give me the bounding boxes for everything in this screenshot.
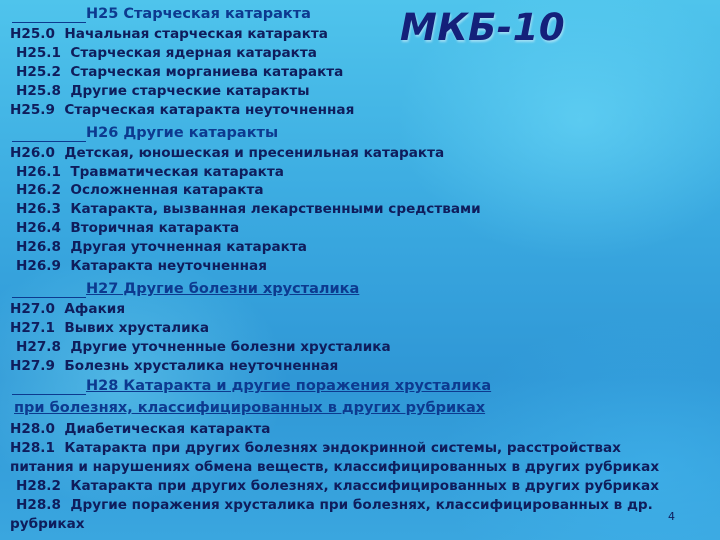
item-text: Другая уточненная катаракта: [70, 239, 307, 255]
item-text: Начальная старческая катаракта: [64, 26, 328, 42]
item-code: Н25.8: [16, 83, 61, 99]
list-item: [10, 147, 444, 161]
item-text: Детская, юношеская и пресенильная катаракта: [64, 145, 445, 161]
section-heading-h25: Н25 Старческая катаракта: [86, 6, 311, 22]
item-code: Н25.1: [16, 45, 61, 61]
item-code: Н26.0: [10, 145, 55, 161]
item-code: Н25.2: [16, 64, 61, 80]
item-text: Старческая морганиева катаракта: [70, 64, 344, 80]
item-code: Н27.9: [10, 358, 55, 374]
item-text: рубриках: [10, 516, 85, 532]
list-item: [16, 480, 659, 494]
section-heading-h28: Н28 Катаракта и другие поражения хрусталика: [86, 378, 492, 394]
section-heading-h27: Н27 Другие болезни хрусталика: [86, 281, 360, 297]
list-item-continuation: [10, 518, 85, 532]
list-item: [16, 241, 307, 255]
item-code: Н28.1: [10, 440, 55, 456]
item-code: Н28.8: [16, 497, 61, 513]
list-item: [16, 66, 343, 80]
section-heading-h26: Н26 Другие катаракты: [86, 125, 279, 141]
item-code: Н25.0: [10, 26, 55, 42]
list-item: [10, 104, 354, 118]
list-item: [16, 47, 317, 61]
item-text: Афакия: [64, 301, 126, 317]
list-item: [10, 360, 338, 374]
heading-rule-h25: [12, 22, 86, 23]
list-item: [10, 303, 125, 317]
item-text: Осложненная катаракта: [70, 182, 264, 198]
heading-rule-h27: [12, 297, 86, 298]
heading-rule-h28: [12, 394, 86, 395]
item-text: Травматическая катаракта: [70, 164, 284, 180]
icd10-badge: МКБ-10: [400, 6, 566, 49]
item-code: Н26.1: [16, 164, 61, 180]
item-code: Н27.1: [10, 320, 55, 336]
item-text: Катаракта при других болезнях, классифицированных в других рубриках: [70, 478, 659, 494]
item-text: Катаракта при других болезнях эндокринной системы, расстройствах: [64, 440, 621, 456]
item-code: Н28.2: [16, 478, 61, 494]
item-text: Катаракта, вызванная лекарственными средствами: [70, 201, 481, 217]
item-text: Катаракта неуточненная: [70, 258, 267, 274]
list-item: [10, 442, 621, 456]
item-text: Другие поражения хрусталика при болезнях, классифицированных в др.: [70, 497, 653, 513]
item-code: Н26.9: [16, 258, 61, 274]
list-item: [16, 203, 481, 217]
item-code: Н26.3: [16, 201, 61, 217]
heading-rule-h26: [12, 141, 86, 142]
item-code: Н26.4: [16, 220, 61, 236]
item-code: Н26.8: [16, 239, 61, 255]
list-item: [16, 499, 653, 513]
item-code: Н28.0: [10, 421, 55, 437]
section-heading-h28-continued: при болезнях, классифицированных в других рубриках: [14, 400, 486, 416]
item-code: Н27.0: [10, 301, 55, 317]
list-item: [10, 322, 209, 336]
item-text: Вывих хрусталика: [64, 320, 210, 336]
list-item: [16, 166, 284, 180]
item-text: питания и нарушениях обмена веществ, классифицированных в других рубриках: [10, 459, 660, 475]
item-text: Другие старческие катаракты: [70, 83, 310, 99]
item-text: Диабетическая катаракта: [64, 421, 271, 437]
list-item: [16, 184, 264, 198]
page-number: 4: [668, 510, 675, 523]
list-item: [16, 222, 239, 236]
list-item: [16, 85, 310, 99]
item-text: Старческая катаракта неуточненная: [64, 102, 355, 118]
item-text: Вторичная катаракта: [70, 220, 240, 236]
item-code: Н25.9: [10, 102, 55, 118]
item-text: Другие уточненные болезни хрусталика: [70, 339, 391, 355]
list-item: [10, 423, 270, 437]
item-text: Болезнь хрусталика неуточненная: [64, 358, 339, 374]
list-item: [16, 260, 267, 274]
item-text: Старческая ядерная катаракта: [70, 45, 317, 61]
item-code: Н27.8: [16, 339, 61, 355]
list-item-continuation: [10, 461, 659, 475]
item-code: Н26.2: [16, 182, 61, 198]
list-item: [10, 28, 328, 42]
list-item: [16, 341, 391, 355]
